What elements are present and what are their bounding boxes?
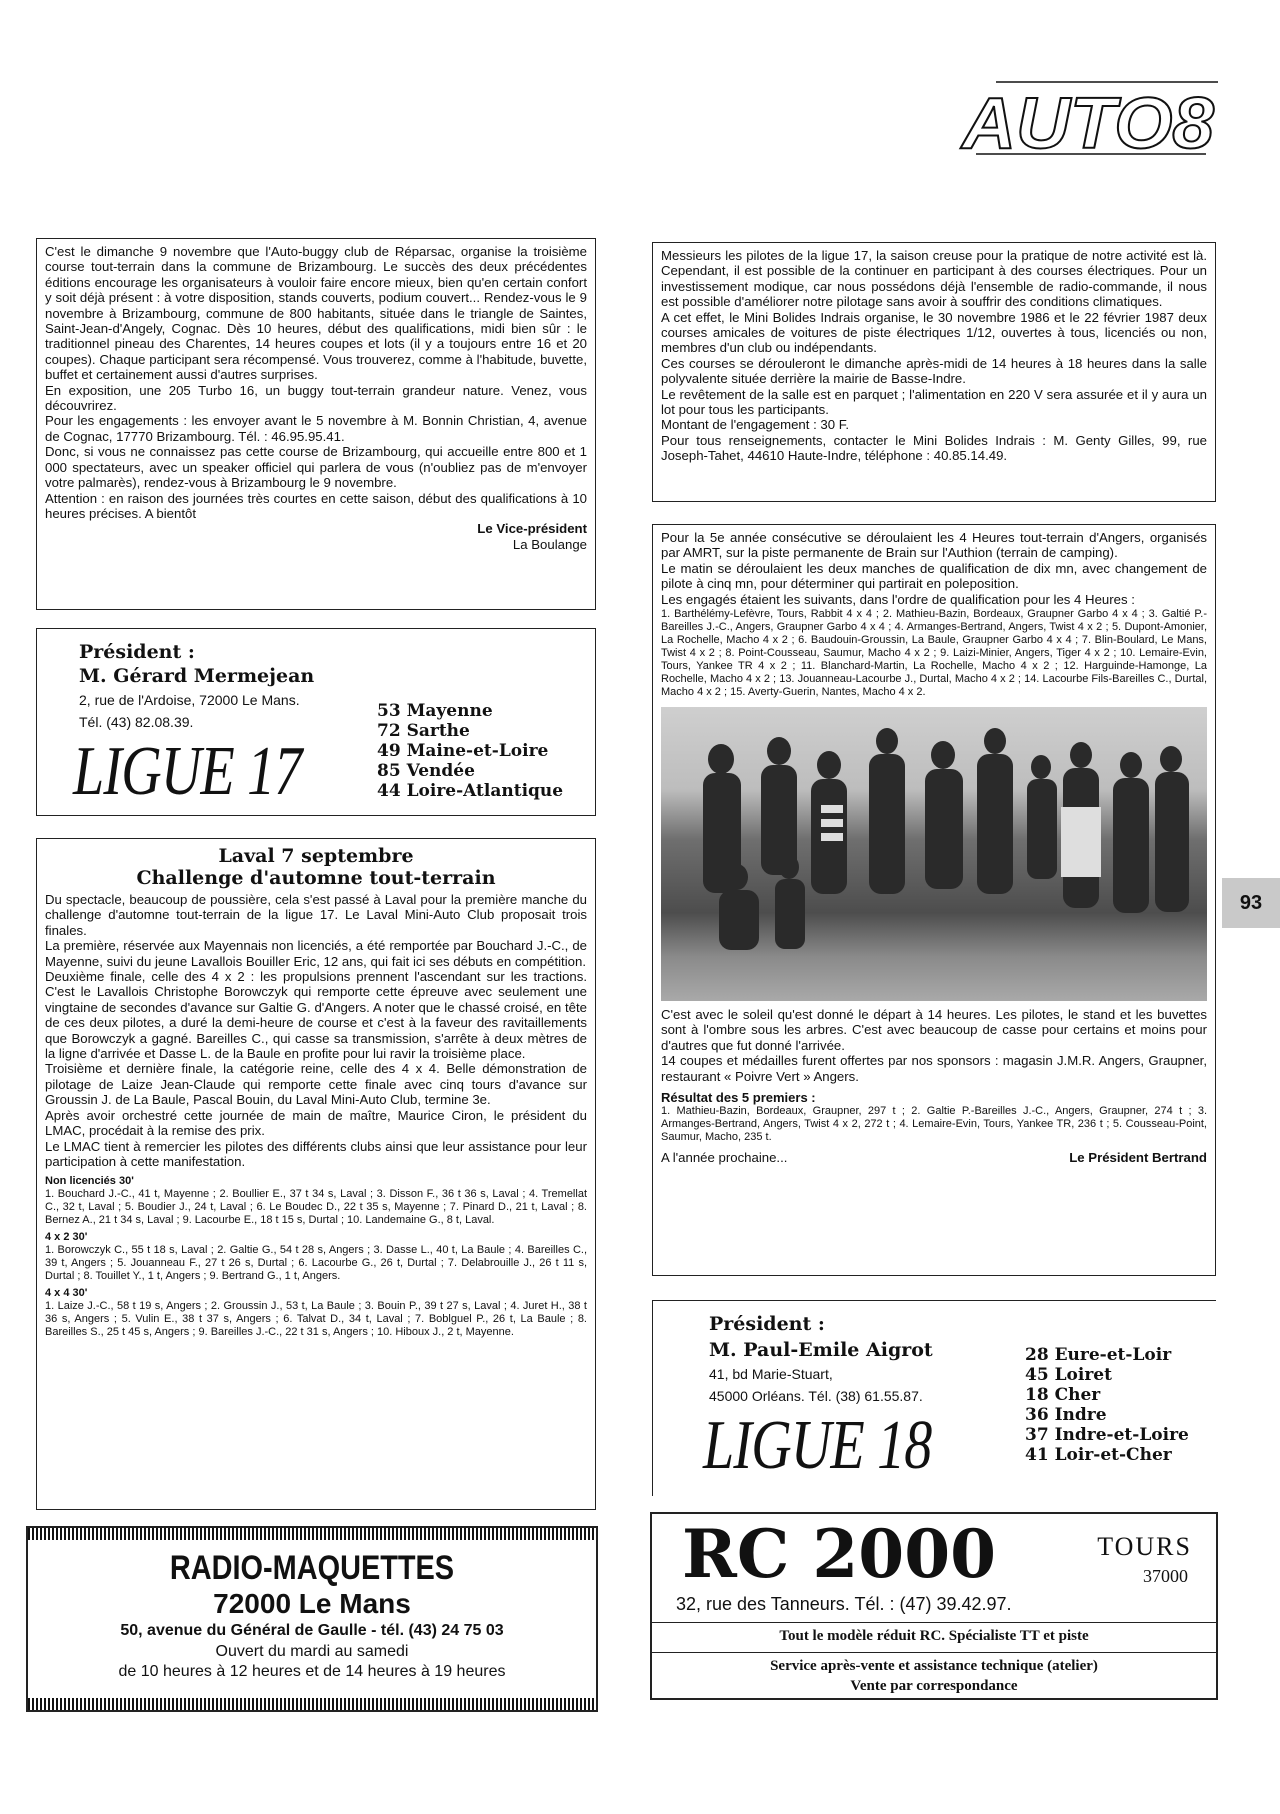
- brizambourg-para: Attention : en raison des journées très courtes en cette saison, début des qualifications à 10 heures précises. A bientôt: [45, 490, 587, 521]
- ligue17-president-name: M. Gérard Mermejean: [79, 665, 315, 687]
- brizambourg-para: En exposition, une 205 Turbo 16, un buggy tout-terrain grandeur nature. Venez, vous découvrirez.: [45, 382, 587, 414]
- laval-result-heading: 4 x 4 30': [45, 1287, 88, 1300]
- page-number: 93: [1239, 891, 1263, 914]
- angers-results-heading: Résultat des 5 premiers :: [661, 1090, 816, 1106]
- ligue18-dept: 37 Indre-et-Loire: [1025, 1425, 1189, 1445]
- ligue17-box: [36, 628, 596, 816]
- auto8-logo-graphic: [956, 80, 1220, 156]
- ad-border-top: [28, 1528, 596, 1540]
- radio-name: RADIO-MAQUETTES: [169, 1549, 455, 1587]
- radio-open2: de 10 heures à 12 heures et de 14 heures à 19 heures: [118, 1663, 506, 1680]
- laval-para: Après avoir orchestré cette journée de main de maître, Maurice Ciron, le président du LMAC, procédait à la remise des prix.: [45, 1107, 587, 1139]
- angers-after-para: 14 coupes et médailles furent offertes par nos sponsors : magasin J.M.R. Angers, Graupner, restaurant « Poivre Vert » Angers.: [661, 1053, 1207, 1084]
- angers-after-para: C'est avec le soleil qu'est donné le départ à 14 heures. Les pilotes, le stand et les buvettes sont à l'ombre sous les arbres. C'est avec beaucoup de casse pour certains et moins pour d'autres que fut donné l'arrivée.: [661, 1007, 1207, 1053]
- group-photo-figures: [661, 707, 1207, 1001]
- brizambourg-article: [36, 238, 596, 610]
- mini-bolides-para: Pour tous renseignements, contacter le Mini Bolides Indrais : M. Genty Gilles, 99, rue Joseph-Tahet, 44610 Haute-Indre, téléphone : 40.85.14.49.: [661, 432, 1207, 464]
- rc2000-name: RC 2000: [682, 1515, 997, 1593]
- laval-body: [45, 892, 587, 1169]
- radio-maquettes-ad: [26, 1526, 598, 1712]
- ligue17-dept: 44 Loire-Atlantique: [377, 781, 564, 801]
- angers-article: [652, 524, 1216, 1276]
- rc2000-ad: [650, 1512, 1218, 1700]
- angers-closing: A l'année prochaine...: [661, 1150, 788, 1166]
- mini-bolides-para: Montant de l'engagement : 30 F.: [661, 417, 849, 433]
- ligue17-dept: 72 Sarthe: [377, 721, 470, 741]
- laval-result-text: 1. Laize J.-C., 58 t 19 s, Angers ; 2. Groussin J., 53 t, La Baule ; 3. Bouin P., 39 t 27 s, Laval ; 4. Juret H., 38 t 36 s, Angers ; 5. Vulin E., 38 t 37 s, Angers ; 6. Talvat D., 34 t, Laval ; 7. Boblguel P., 26 t, La Baule ; 8. Bareilles S., 25 t 45 s, Angers ; 9. Bareilles J.-C., 22 t 31 s, Angers ; 10. Hiboux J., 2 t, Mayenne.: [45, 1300, 587, 1339]
- laval-para: Le LMAC tient à remercier les pilotes des différents clubs ainsi que leur assistance pour leur participation à cette manifestation.: [45, 1138, 587, 1169]
- brizambourg-para: Pour les engagements : les envoyer avant le 5 novembre à M. Bonnin Christian, 4, avenue de Cognac, 17770 Brizambourg. Tél. : 46.95.95.41.: [45, 413, 587, 444]
- brizambourg-para: C'est le dimanche 9 novembre que l'Auto-buggy club de Réparsac, organise la troisième course tout-terrain dans la commune de Brizambourg. Le succès des deux précédentes éditions encourage les organisateurs à vouloir faire encore mieux, bien qu'en certain confort y soit déjà présent : à votre disposition, stands couverts, podium couvert... Rendez-vous le 9 novembre à Brizambourg, commune de 800 habitants, située dans le triangle de Saintes, Saint-Jean-d'Angely, Cognac. Dès 10 heures, début des qualifications, midi bien sûr : le traditionnel pineau des Charentes, 14 heures coupes et lots (il y a toujours entre 16 et 20 coupes). Chaque participant sera récompensé. Vous trouverez, comme à l'habitude, buvette, buffet et certainement aussi d'autres surprises.: [45, 244, 587, 383]
- ligue17-president-label: Président :: [79, 641, 195, 663]
- mini-bolides-para: Ces courses se dérouleront le dimanche après-midi de 14 heures à 18 heures dans la salle polyvalente située derrière la mairie de Basse-Indre.: [661, 355, 1207, 387]
- angers-closing-row: [661, 1150, 1207, 1165]
- laval-result-text: 1. Bouchard J.-C., 41 t, Mayenne ; 2. Boullier E., 37 t 34 s, Laval ; 3. Disson F., 36 t 36 s, Laval ; 4. Tremellat C., 32 t, Laval ; 5. Boudier J., 24 t, Laval ; 6. Le Boudec D., 22 t 35 s, Mayenne ; 7. Pinard D., 21 t, Laval ; 8. Bernez A., 21 t 34 s, Laval ; 9. Lacourbe E., 18 t 15 s, Durtal ; 10. Landemaine G., 8 t, Laval.: [45, 1188, 587, 1227]
- radio-address: 50, avenue du Général de Gaulle - tél. (43) 24 75 03: [120, 1622, 504, 1639]
- ligue17-dept: 49 Maine-et-Loire: [377, 741, 549, 761]
- laval-result-heading: 4 x 2 30': [45, 1231, 88, 1244]
- auto8-logo: [956, 80, 1220, 156]
- rc2000-line1: Tout le modèle réduit RC. Spécialiste TT et piste: [779, 1628, 1089, 1644]
- ligue18-dept-list: [1025, 1345, 1189, 1465]
- mini-bolides-para: Le revêtement de la salle est en parquet ; l'alimentation en 220 V sera assurée et il y aura un lot pour tous les participants.: [661, 386, 1207, 418]
- ligue17-dept: 53 Mayenne: [377, 701, 493, 721]
- laval-para: La première, réservée aux Mayennais non licenciés, a été remportée par Bouchard J.-C., de Mayenne, suivi du jeune Lavallois Bouiller Eric, 12 ans, qui fait ici ses débuts en compétition.: [45, 938, 587, 969]
- mini-bolides-para: Messieurs les pilotes de la ligue 17, la saison creuse pour la pratique de notre activité est là. Cependant, il est possible de la continuer en participant à des courses électriques. Pour un investissement modique, car nous possédons déjà l'ensemble de radio-commande, il nous est possible d'améliorer notre pilotage sans avoir à souffrir des conditions climatiques.: [661, 248, 1207, 310]
- angers-photo: [661, 707, 1207, 1001]
- ligue18-dept: 36 Indre: [1025, 1405, 1107, 1425]
- radio-city: 72000 Le Mans: [213, 1588, 411, 1619]
- ligue18-dept: 28 Eure-et-Loir: [1025, 1345, 1172, 1365]
- angers-signature: Le Président Bertrand: [1069, 1150, 1207, 1166]
- brizambourg-para: Donc, si vous ne connaissez pas cette course de Brizambourg, qui accueille entre 800 et 1 000 spectateurs, avec un speaker officiel qui parlera de vous (n'oubliez pas de m'envoyer votre palmarès), rendez-vous à Brizambourg le 9 novembre.: [45, 444, 587, 491]
- radio-open1: Ouvert du mardi au samedi: [215, 1643, 409, 1660]
- angers-para: Les engagés étaient les suivants, dans l'ordre de qualification pour les 4 Heures :: [661, 591, 1135, 607]
- rc2000-line2: Service après-vente et assistance technique (atelier): [770, 1658, 1098, 1674]
- logo-text: AUTO8: [959, 84, 1214, 156]
- ligue17-phone: Tél. (43) 82.08.39.: [79, 714, 194, 730]
- ligue18-address: 41, bd Marie-Stuart,: [709, 1366, 833, 1382]
- angers-results: 1. Mathieu-Bazin, Bordeaux, Graupner, 297 t ; 2. Galtie P.-Bareilles J.-C., Angers, Graupner, 274 t ; 3. Armanges-Bertrand, Angers, Twist 4 x 2, 272 t ; 4. Lemaire-Evin, Tours, Yankee TR, 236 t ; 5. Cousseau-Point, Saumur, Macho, 235 t.: [661, 1105, 1207, 1144]
- rc2000-address: 32, rue des Tanneurs. Tél. : (47) 39.42.97.: [676, 1594, 1012, 1614]
- angers-entrants: 1. Barthélémy-Lefèvre, Tours, Rabbit 4 x 4 ; 2. Mathieu-Bazin, Bordeaux, Graupner Garbo 4 x 4 ; 3. Galtié P.-Bareilles J.-C., Angers, Graupner Garbo 4 x 4 ; 4. Armanges-Bertrand, Angers, Twist 4 x 2 ; 5. Dupont-Amonier, La Rochelle, Macho 4 x 2 ; 6. Baudouin-Groussin, La Baule, Graupner Garbo 4 x 4 ; 7. Blin-Boulard, Le Mans, Twist 4 x 2 ; 8. Point-Cousseau, Saumur, Macho 4 x 2 ; 9. Laizi-Minier, Angers, Tiger 4 x 2 ; 10. Lemaire-Evin, Tours, Yankee TR 4 x 2 ; 11. Blanchard-Martin, La Rochelle, Macho 4 x 2 ; 12. Harguinde-Hamonge, La Rochelle, Macho 4 x 2 ; 13. Jouanneau-Lacourbe J., Durtal, Macho 4 x 2 ; 14. Lacourbe Fils-Bareilles C., Durtal, Macho 4 x 2 ; 15. Averty-Guerin, Nantes, Macho 4 x 2.: [661, 608, 1207, 699]
- ligue17-address: 2, rue de l'Ardoise, 72000 Le Mans.: [79, 692, 300, 708]
- angers-para: Pour la 5e année consécutive se déroulaient les 4 Heures tout-terrain d'Angers, organisés par AMRT, sur la piste permanente de Brain sur l'Authion (terrain de camping).: [661, 530, 1207, 561]
- laval-para: Du spectacle, beaucoup de poussière, cela s'est passé à Laval pour la première manche du challenge d'automne tout-terrain de la ligue 17. Le Laval Mini-Auto Club proposait trois finales.: [45, 892, 587, 938]
- rc2000-divider: [652, 1652, 1216, 1653]
- laval-title2: Challenge d'automne tout-terrain: [136, 867, 496, 889]
- laval-title1: Laval 7 septembre: [218, 845, 414, 867]
- ligue18-city-phone: 45000 Orléans. Tél. (38) 61.55.87.: [709, 1388, 923, 1404]
- rc2000-line3: Vente par correspondance: [850, 1678, 1018, 1694]
- mini-bolides-para: A cet effet, le Mini Bolides Indrais organise, le 30 novembre 1986 et le 22 février 1987 deux courses amicales de voitures de piste électriques 1/12, ouvertes à tous, licenciés ou non, membres d'un club ou indépendants.: [661, 309, 1207, 356]
- brizambourg-signature-name: La Boulange: [512, 536, 587, 552]
- ligue18-president-label: Président :: [709, 1313, 825, 1335]
- ligue18-dept: 45 Loiret: [1025, 1365, 1112, 1385]
- rc2000-city: TOURS: [1097, 1532, 1192, 1561]
- ligue17-dept: 85 Vendée: [377, 761, 475, 781]
- ligue18-box: [652, 1300, 1216, 1496]
- rc2000-postcode: 37000: [1143, 1566, 1188, 1586]
- ligue18-title: LIGUE 18: [703, 1407, 932, 1484]
- laval-result-text: 1. Borowczyk C., 55 t 18 s, Laval ; 2. Galtie G., 54 t 28 s, Angers ; 3. Dasse L., 40 t, La Baule ; 4. Bareilles C., 39 t, Angers ; 5. Jouanneau F., 27 t 26 s, Durtal ; 6. Lacourbe G., 26 t, Durtal ; 7. Delabrouille J., 26 t 11 s, Durtal ; 8. Touillet Y., 1 t, Angers ; 9. Bertrand G., 1 t, Angers.: [45, 1244, 587, 1283]
- laval-result-heading: Non licenciés 30': [45, 1175, 134, 1188]
- mini-bolides-article: [652, 242, 1216, 502]
- ligue18-president-name: M. Paul-Emile Aigrot: [709, 1339, 933, 1361]
- angers-after-photo: [661, 1007, 1207, 1084]
- laval-results: [45, 1175, 587, 1339]
- ad-border-bottom: [28, 1698, 596, 1710]
- ligue18-dept: 41 Loir-et-Cher: [1025, 1445, 1172, 1465]
- brizambourg-signature-title: Le Vice-président: [477, 521, 587, 537]
- ligue17-dept-list: [377, 701, 563, 801]
- laval-para: Deuxième finale, celle des 4 x 2 : les propulsions prennent l'ascendant sur les tractions. C'est le Lavallois Christophe Borowczyk qui remporte cette épreuve avec seulement une vingtaine de secondes d'avance sur Galtie G. d'Angers. A noter que le chassé croisé, en tête de ces deux pilotes, a duré la demi-heure de course et c'est à la faveur des ravitaillements que Borowczyk a gagné. Bareilles C., qui casse sa transmission, s'arrête à deux mètres de la ligne d'arrivée et Dasse L. de la Baule en profite pour lui ravir la troisième place.: [45, 969, 587, 1062]
- page-number-tab: [1222, 878, 1280, 928]
- rc2000-divider: [652, 1622, 1216, 1623]
- angers-para: Le matin se déroulaient les deux manches de qualification de dix mn, avec changement de pilote à cinq mn, pour déterminer qui partirait en poleposition.: [661, 560, 1207, 592]
- ligue18-dept: 18 Cher: [1025, 1385, 1101, 1405]
- angers-intro: [661, 530, 1207, 607]
- ligue17-title: LIGUE 17: [73, 733, 302, 810]
- laval-para: Troisième et dernière finale, la catégorie reine, celle des 4 x 4. Belle démonstration de pilotage de Laize Jean-Claude qui remporte cette finale avec cinq tours d'avance sur Groussin J. de La Baule, Pascal Bouin, du Laval Mini-Auto Club, termine 3e.: [45, 1061, 587, 1108]
- laval-article: [36, 838, 596, 1510]
